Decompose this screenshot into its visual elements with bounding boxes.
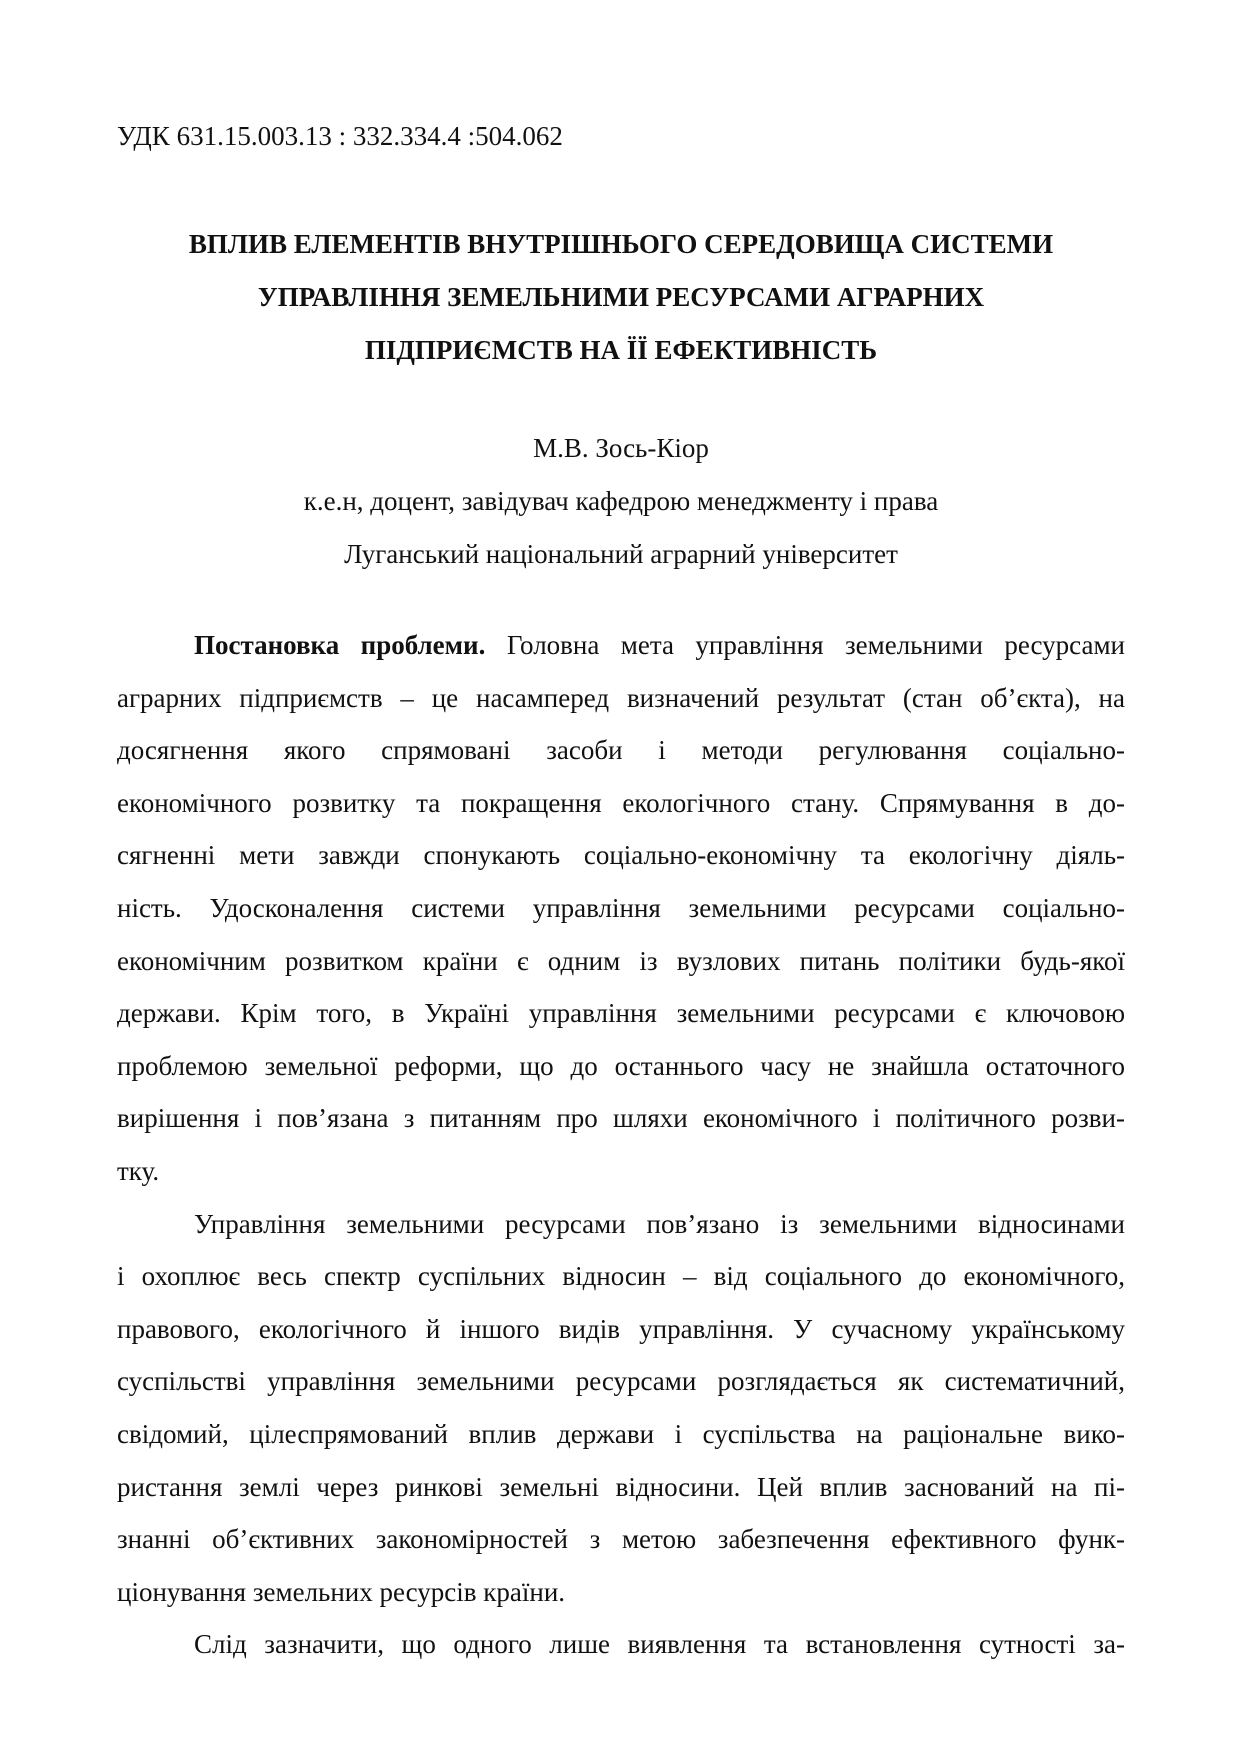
text-line: аграрних підприємств – це насамперед визначений результат (стан об’єкта), на — [117, 682, 1125, 713]
text-line: Слід зазначити, що одного лише виявлення та встановлення сутності за- — [194, 1629, 1125, 1660]
text-line: Управління земельними ресурсами пов’язано із земельними відносинами — [194, 1208, 1125, 1239]
paragraph-problem-statement — [117, 619, 1125, 1198]
text-line: ність. Удосконалення системи управління земельними ресурсами соціально- — [117, 892, 1125, 923]
text-line: Постановка проблеми. Головна мета управління земельними ресурсами — [194, 630, 1125, 660]
text-line: проблемою земельної реформи, що до останнього часу не знайшла остаточного — [117, 1050, 1125, 1081]
article-title — [117, 218, 1125, 377]
author-affiliation: Луганський національний аграрний університет — [344, 539, 898, 569]
text-line: знанні об’єктивних закономірностей з метою забезпечення ефективного функ- — [117, 1524, 1125, 1555]
article-body — [117, 619, 1125, 1671]
text-line: суспільстві управління земельними ресурсами розглядається як систематичний, — [117, 1366, 1125, 1397]
text-line: держави. Крім того, в Україні управління земельними ресурсами є ключовою — [117, 998, 1125, 1029]
paragraph-lead: Постановка проблеми. — [194, 630, 486, 660]
author-block — [117, 422, 1125, 581]
text-line: тку. — [117, 1155, 160, 1186]
title-line: УПРАВЛІННЯ ЗЕМЕЛЬНИМИ РЕСУРСАМИ АГРАРНИХ — [257, 282, 985, 312]
text-line: ристання землі через ринкові земельні відносини. Цей вплив заснований на пі- — [117, 1471, 1125, 1502]
text-line: економічним розвитком країни є одним із вузлових питань політики будь-якої — [117, 945, 1125, 976]
text-line: свідомий, цілеспрямований вплив держави і суспільства на раціональне вико- — [117, 1418, 1125, 1449]
text-line: досягнення якого спрямовані засоби і методи регулювання соціально- — [117, 735, 1125, 766]
text-line: правового, екологічного й іншого видів управління. У сучасному українському — [117, 1313, 1125, 1344]
text-line: сягненні мети завжди спонукають соціально-економічну та екологічну діяль- — [117, 840, 1125, 871]
paragraph-continuation — [117, 1618, 1125, 1671]
text-line: вирішення і пов’язана з питанням про шляхи економічного і політичного розви- — [117, 1103, 1125, 1134]
author-name: М.В. Зось-Кіор — [533, 433, 709, 463]
text-line: ціонування земельних ресурсів країни. — [117, 1576, 566, 1607]
paragraph-land-management — [117, 1198, 1125, 1619]
title-line: ПІДПРИЄМСТВ НА ЇЇ ЕФЕКТИВНІСТЬ — [364, 335, 878, 365]
udc-code: УДК 631.15.003.13 : 332.334.4 :504.062 — [117, 121, 563, 151]
author-position: к.е.н, доцент, завідувач кафедрою менеджменту і права — [303, 486, 939, 516]
text-line: і охоплює весь спектр суспільних відносин – від соціального до економічного, — [117, 1261, 1125, 1292]
title-line: ВПЛИВ ЕЛЕМЕНТІВ ВНУТРІШНЬОГО СЕРЕДОВИЩА СИСТЕМИ — [188, 229, 1054, 259]
text-line: економічного розвитку та покращення екологічного стану. Спрямування в до- — [117, 787, 1125, 818]
